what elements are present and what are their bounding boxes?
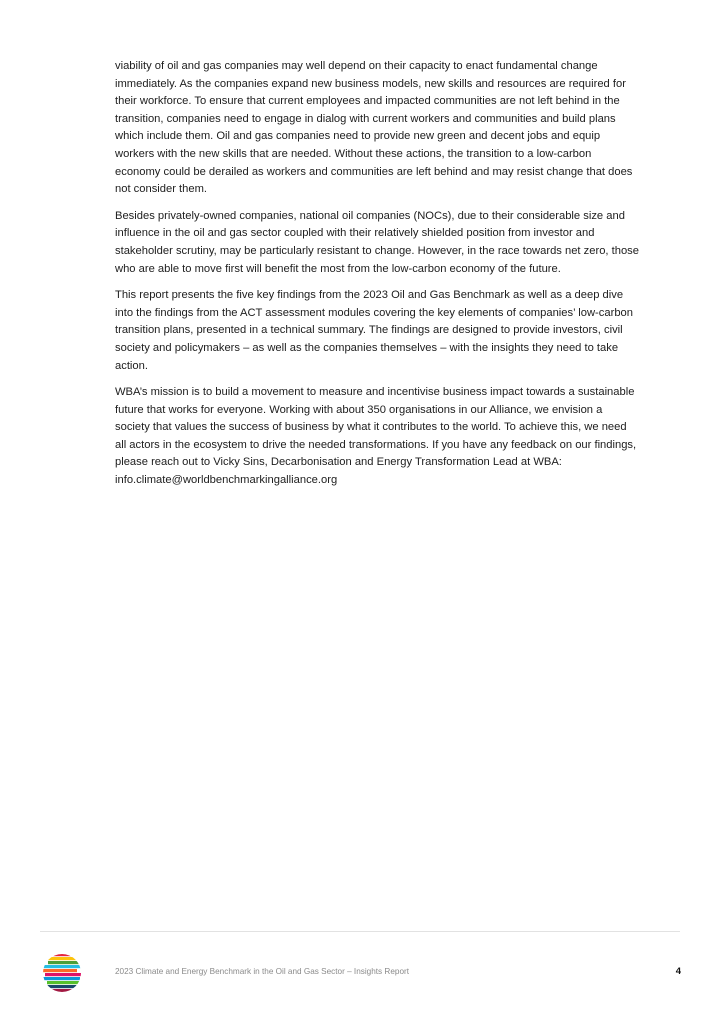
logo-stripe — [48, 961, 82, 964]
logo-stripe — [42, 985, 78, 988]
page-number: 4 — [675, 966, 681, 977]
logo-stripe — [45, 973, 82, 976]
logo-stripe — [42, 957, 79, 960]
logo-stripe — [42, 977, 80, 980]
main-text — [115, 58, 639, 499]
paragraph-3: This report presents the five key findings from the 2023 Oil and Gas Benchmark as well as a deep dive into the findings from the ACT assessment modules covering the key elements of companies’ low-carbon transition plans, presented in a technical summary. The findings are designed to provide investors, civil society and policymakers – as well as the companies themselves – with the insights they need to take action. — [115, 289, 633, 372]
paragraph-4: WBA’s mission is to build a movement to measure and incentivise business impact towards a sustainable future that works for everyone. Working with about 350 organisations in our Alliance, we envision a society that values the success of business by what it contributes to the world. To achieve this, we need all actors in the ecosystem to drive the needed transformations. If you have any feedback on our findings, please reach out to Vicky Sins, Decarbonisation and Energy Transformation Lead at WBA: info.climate@worldbenchmarkingalliance.org — [115, 386, 637, 487]
logo-stripe — [46, 953, 82, 956]
wba-logo-icon — [42, 953, 82, 993]
footer-report-title: 2023 Climate and Energy Benchmark in the Oil and Gas Sector – Insights Report — [115, 967, 409, 976]
logo-stripe — [42, 969, 77, 972]
logo-stripe — [44, 989, 82, 992]
logo-stripe — [47, 981, 82, 984]
logo-stripe — [42, 965, 82, 968]
paragraph-1: viability of oil and gas companies may well depend on their capacity to enact fundamental change immediately. As the companies expand new business models, new skills and resources are required for their workforce. To ensure that current employees and impacted communities are not left behind in the transition, companies need to engage in dialog with current workers and communities and build plans which include them. Oil and gas companies need to provide new green and decent jobs and equip workers with the new skills that are needed. Without these actions, the transition to a low-carbon economy could be derailed as workers and communities are left behind and may resist change that does not consider them. — [115, 60, 633, 196]
footer-divider — [40, 931, 680, 932]
paragraph-2: Besides privately-owned companies, national oil companies (NOCs), due to their considerable size and influence in the oil and gas sector coupled with their relatively shielded position from investor and stakeholder scrutiny, may be particularly resistant to change. However, in the race towards net zero, those who are able to move first will benefit the most from the low-carbon economy of the future. — [115, 209, 639, 275]
